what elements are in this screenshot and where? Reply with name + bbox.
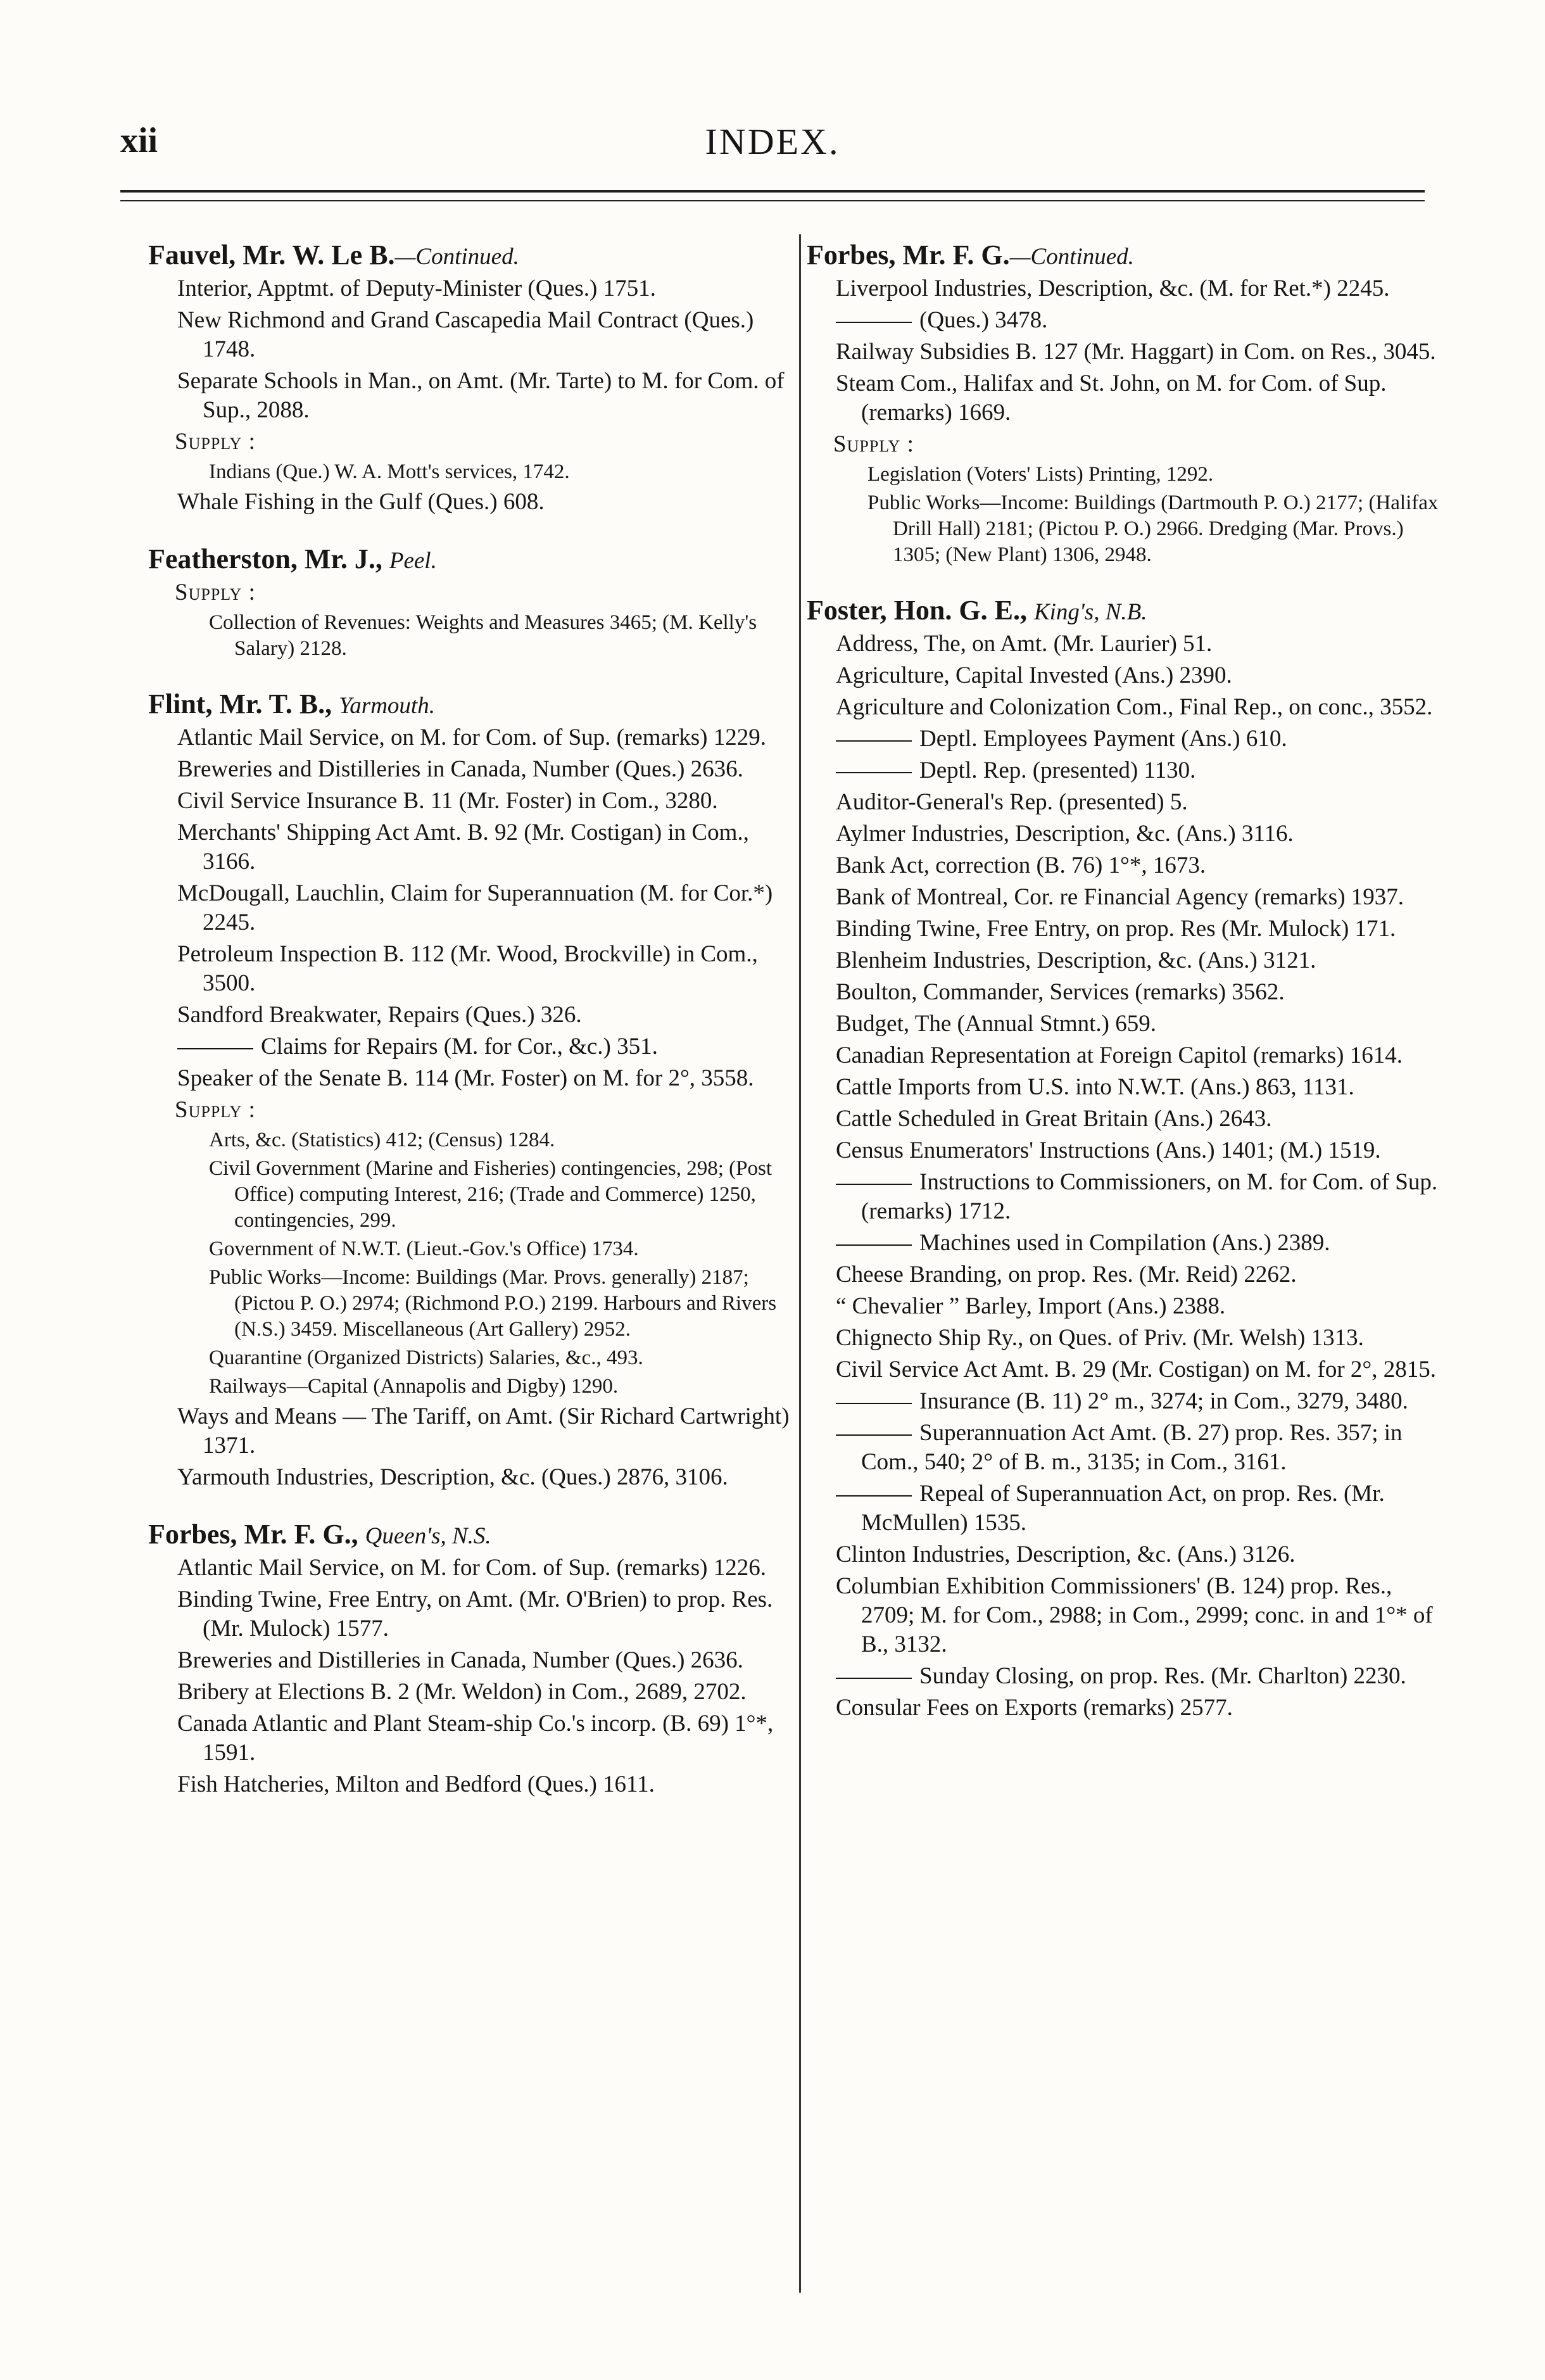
index-item: Liverpool Industries, Description, &c. (M. for Ret.*) 2245. bbox=[836, 275, 1390, 301]
left-column bbox=[148, 239, 791, 1827]
index-item: Civil Service Insurance B. 11 (Mr. Foster) in Com., 3280. bbox=[177, 788, 718, 814]
index-item: Budget, The (Annual Stmnt.) 659. bbox=[836, 1011, 1156, 1037]
index-item: Agriculture and Colonization Com., Final Rep., on conc., 3552. bbox=[836, 694, 1433, 720]
index-item: Claims for Repairs (M. for Cor., &c.) 351. bbox=[175, 1032, 791, 1061]
index-item: Binding Twine, Free Entry, on prop. Res (Mr. Mulock) 171. bbox=[836, 916, 1396, 942]
index-item: Chignecto Ship Ry., on Ques. of Priv. (Mr. Welsh) 1313. bbox=[836, 1325, 1364, 1351]
index-entry bbox=[807, 239, 1450, 568]
index-item: Merchants' Shipping Act Amt. B. 92 (Mr. Costigan) in Com., 3166. bbox=[177, 820, 749, 875]
entry-heading bbox=[148, 241, 791, 272]
member-name: Foster, Hon. G. E. bbox=[807, 595, 1020, 626]
ditto-rule bbox=[836, 1403, 912, 1404]
index-entry bbox=[148, 688, 791, 1492]
index-entry bbox=[148, 543, 791, 662]
index-item: Canada Atlantic and Plant Steam-ship Co.'s incorp. (B. 69) 1°*, 1591. bbox=[177, 1711, 774, 1766]
index-item: Cattle Imports from U.S. into N.W.T. (Ans.) 863, 1131. bbox=[836, 1074, 1354, 1100]
entry-heading bbox=[807, 241, 1450, 272]
supply-item: Legislation (Voters' Lists) Printing, 1292. bbox=[867, 463, 1214, 486]
index-item: Agriculture, Capital Invested (Ans.) 2390. bbox=[836, 662, 1232, 688]
index-item: Sandford Breakwater, Repairs (Ques.) 326. bbox=[177, 1002, 582, 1028]
ditto-rule bbox=[836, 322, 912, 323]
index-item: Cheese Branding, on prop. Res. (Mr. Reid) 2262. bbox=[836, 1262, 1297, 1288]
riding-name: Queen's, N.S. bbox=[365, 1523, 491, 1549]
index-item: Ways and Means — The Tariff, on Amt. (Sir Richard Cartwright) 1371. bbox=[177, 1403, 790, 1459]
supply-label: Supply : bbox=[833, 431, 914, 457]
index-item: Separate Schools in Man., on Amt. (Mr. Tarte) to M. for Com. of Sup., 2088. bbox=[177, 368, 785, 423]
index-item: Deptl. Rep. (presented) 1130. bbox=[833, 756, 1450, 785]
index-item: Instructions to Commissioners, on M. for Com. of Sup. (remarks) 1712. bbox=[833, 1168, 1450, 1226]
supply-item: Civil Government (Marine and Fisheries) contingencies, 298; (Post Office) computing Interest, 216; (Trade and Commerce) 1250, contingencies, 299. bbox=[209, 1157, 772, 1232]
supply-item: Public Works—Income: Buildings (Dartmouth P. O.) 2177; (Halifax Drill Hall) 2181; (Pictou P. O.) 2966. Dredging (Mar. Provs.) 1305; (New Plant) 1306, 2948. bbox=[867, 491, 1439, 566]
index-item: Deptl. Employees Payment (Ans.) 610. bbox=[833, 725, 1450, 754]
index-item: Consular Fees on Exports (remarks) 2577. bbox=[836, 1695, 1233, 1721]
index-item: Blenheim Industries, Description, &c. (Ans.) 3121. bbox=[836, 947, 1316, 973]
index-item: Speaker of the Senate B. 114 (Mr. Foster) on M. for 2°, 3558. bbox=[177, 1065, 754, 1091]
entry-heading: Featherston, Mr. J., Peel. bbox=[148, 543, 437, 574]
member-name: Fauvel, Mr. W. Le B. bbox=[148, 239, 395, 270]
index-item: Bribery at Elections B. 2 (Mr. Weldon) in Com., 2689, 2702. bbox=[177, 1679, 747, 1705]
index-item: Railway Subsidies B. 127 (Mr. Haggart) in Com. on Res., 3045. bbox=[836, 339, 1436, 365]
header-rule-thin bbox=[120, 200, 1425, 201]
supply-item: Indians (Que.) W. A. Mott's services, 1742. bbox=[209, 460, 570, 483]
index-item: Steam Com., Halifax and St. John, on M. for Com. of Sup. (remarks) 1669. bbox=[836, 370, 1387, 426]
riding-name: Peel. bbox=[389, 548, 437, 574]
right-column bbox=[807, 239, 1450, 1750]
riding-name: Yarmouth. bbox=[339, 693, 435, 719]
page-header bbox=[120, 120, 1425, 171]
ditto-rule bbox=[836, 1244, 912, 1246]
index-item: Bank of Montreal, Cor. re Financial Agency (remarks) 1937. bbox=[836, 884, 1404, 910]
index-item: Aylmer Industries, Description, &c. (Ans.) 3116. bbox=[836, 821, 1294, 847]
member-name: Forbes, Mr. F. G. bbox=[807, 239, 1010, 270]
index-entry bbox=[148, 1519, 791, 1799]
index-item: McDougall, Lauchlin, Claim for Superannuation (M. for Cor.*) 2245. bbox=[177, 880, 773, 935]
riding-name: King's, N.B. bbox=[1033, 599, 1147, 625]
index-item: Yarmouth Industries, Description, &c. (Ques.) 2876, 3106. bbox=[177, 1464, 728, 1490]
index-item: “ Chevalier ” Barley, Import (Ans.) 2388. bbox=[836, 1293, 1226, 1319]
continued-label: —Continued. bbox=[394, 244, 519, 270]
supply-label: Supply : bbox=[175, 1097, 256, 1123]
column-divider bbox=[799, 234, 801, 2293]
ditto-rule bbox=[836, 1184, 912, 1185]
index-item: Repeal of Superannuation Act, on prop. Res. (Mr. McMullen) 1535. bbox=[833, 1479, 1450, 1538]
ditto-rule bbox=[836, 1495, 912, 1497]
index-item: Bank Act, correction (B. 76) 1°*, 1673. bbox=[836, 852, 1206, 878]
supply-item: Railways—Capital (Annapolis and Digby) 1290. bbox=[209, 1375, 619, 1398]
entry-heading: Foster, Hon. G. E., King's, N.B. bbox=[807, 595, 1147, 626]
supply-item: Arts, &c. (Statistics) 412; (Census) 1284. bbox=[209, 1129, 555, 1151]
continued-label: —Continued. bbox=[1009, 244, 1134, 270]
index-item: Boulton, Commander, Services (remarks) 3562. bbox=[836, 979, 1285, 1005]
index-entry bbox=[807, 595, 1450, 1723]
index-item: Columbian Exhibition Commissioners' (B. 124) prop. Res., 2709; M. for Com., 2988; in Com., 2999; conc. in and 1°* of B., 3132. bbox=[836, 1573, 1433, 1657]
member-name: Featherston, Mr. J. bbox=[148, 543, 375, 574]
index-item: Civil Service Act Amt. B. 29 (Mr. Costigan) on M. for 2°, 2815. bbox=[836, 1357, 1436, 1383]
index-item: Interior, Apptmt. of Deputy-Minister (Ques.) 1751. bbox=[177, 275, 656, 301]
supply-item: Government of N.W.T. (Lieut.-Gov.'s Office) 1734. bbox=[209, 1237, 639, 1260]
ditto-rule bbox=[836, 772, 912, 773]
supply-item: Public Works—Income: Buildings (Mar. Provs. generally) 2187; (Pictou P. O.) 2974; (Richmond P.O.) 2199. Harbours and Rivers (N.S.) 3459. Miscellaneous (Art Gallery) 2952. bbox=[209, 1266, 777, 1341]
index-item: Atlantic Mail Service, on M. for Com. of Sup. (remarks) 1226. bbox=[177, 1555, 766, 1581]
index-item: Breweries and Distilleries in Canada, Number (Ques.) 2636. bbox=[177, 756, 743, 782]
index-item: Census Enumerators' Instructions (Ans.) 1401; (M.) 1519. bbox=[836, 1137, 1381, 1163]
index-item: Binding Twine, Free Entry, on Amt. (Mr. O'Brien) to prop. Res. (Mr. Mulock) 1577. bbox=[177, 1586, 773, 1642]
index-item: Clinton Industries, Description, &c. (Ans.) 3126. bbox=[836, 1541, 1296, 1567]
index-item: Atlantic Mail Service, on M. for Com. of Sup. (remarks) 1229. bbox=[177, 725, 766, 750]
index-item: Fish Hatcheries, Milton and Bedford (Ques.) 1611. bbox=[177, 1771, 655, 1797]
index-item: Cattle Scheduled in Great Britain (Ans.) 2643. bbox=[836, 1106, 1272, 1132]
member-name: Flint, Mr. T. B. bbox=[148, 688, 325, 719]
index-item: (Ques.) 3478. bbox=[833, 306, 1450, 335]
index-item: Machines used in Compilation (Ans.) 2389. bbox=[833, 1229, 1450, 1258]
supply-item: Collection of Revenues: Weights and Measures 3465; (M. Kelly's Salary) 2128. bbox=[209, 611, 757, 660]
page-number: xii bbox=[120, 121, 158, 160]
index-item: Petroleum Inspection B. 112 (Mr. Wood, Brockville) in Com., 3500. bbox=[177, 941, 758, 996]
ditto-rule bbox=[836, 740, 912, 742]
supply-label: Supply : bbox=[175, 429, 256, 455]
supply-label: Supply : bbox=[175, 579, 256, 605]
index-entry bbox=[148, 239, 791, 517]
ditto-rule bbox=[836, 1434, 912, 1436]
index-item: Canadian Representation at Foreign Capitol (remarks) 1614. bbox=[836, 1042, 1403, 1068]
entry-heading: Flint, Mr. T. B., Yarmouth. bbox=[148, 688, 435, 719]
running-title: INDEX. bbox=[705, 121, 840, 162]
ditto-rule bbox=[177, 1048, 253, 1049]
index-item: Sunday Closing, on prop. Res. (Mr. Charlton) 2230. bbox=[833, 1662, 1450, 1691]
index-item: Auditor-General's Rep. (presented) 5. bbox=[836, 789, 1188, 815]
index-item: Superannuation Act Amt. (B. 27) prop. Res. 357; in Com., 540; 2° of B. m., 3135; in Com., 3161. bbox=[833, 1419, 1450, 1477]
ditto-rule bbox=[836, 1678, 912, 1679]
index-item: New Richmond and Grand Cascapedia Mail Contract (Ques.) 1748. bbox=[177, 307, 754, 362]
member-name: Forbes, Mr. F. G. bbox=[148, 1519, 351, 1550]
supply-item: Quarantine (Organized Districts) Salaries, &c., 493. bbox=[209, 1346, 643, 1369]
entry-heading: Forbes, Mr. F. G., Queen's, N.S. bbox=[148, 1519, 491, 1550]
index-item: Address, The, on Amt. (Mr. Laurier) 51. bbox=[836, 631, 1213, 657]
index-item: Breweries and Distilleries in Canada, Number (Ques.) 2636. bbox=[177, 1647, 743, 1673]
index-item: Insurance (B. 11) 2° m., 3274; in Com., 3279, 3480. bbox=[833, 1387, 1450, 1416]
index-item: Whale Fishing in the Gulf (Ques.) 608. bbox=[177, 489, 545, 515]
header-rule-thick bbox=[120, 190, 1425, 193]
